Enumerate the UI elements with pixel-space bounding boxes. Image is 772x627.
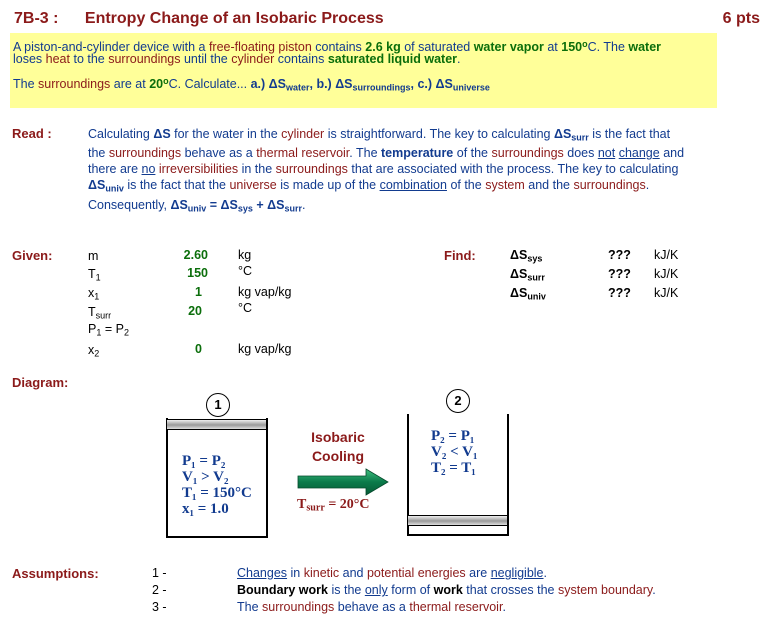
assumption-2: Boundary work is the only form of work that crosses the system boundary. bbox=[237, 583, 656, 597]
read-line-3: there are no irreversibilities in the surroundings that are associated with the process. The key to calculating bbox=[88, 162, 679, 177]
given-unit-m: kg bbox=[238, 248, 252, 262]
find-unit-dsuniv: kJ/K bbox=[654, 286, 679, 300]
given-sym-m: m bbox=[88, 249, 99, 263]
read-line-5: Consequently, $\Delta S_{univ} = \Delta S_{sys} + \Delta S_{surr}$. bbox=[88, 197, 306, 213]
given-val-x2: 0 bbox=[195, 342, 202, 356]
surroundings-temperature: $T_{surr} = 20^\circ C$ bbox=[297, 497, 370, 514]
assumptions-label: Assumptions: bbox=[12, 566, 99, 581]
problem-title: Entropy Change of an Isobaric Process bbox=[84, 10, 384, 27]
piston-2 bbox=[407, 515, 508, 526]
assumption-1-number: 1 - bbox=[152, 566, 167, 580]
find-val-dsuniv: ??? bbox=[608, 286, 631, 300]
find-unit-dssys: kJ/K bbox=[654, 248, 679, 262]
state-2-props: P₂ = P₁ V₂ < V₁ T₂ = T₁ bbox=[431, 428, 478, 476]
find-val-dssys: ??? bbox=[608, 248, 631, 262]
given-unit-x1: kg vap/kg bbox=[238, 285, 292, 299]
given-pressure-equality: $P_1 = P_2$ bbox=[88, 322, 129, 338]
given-val-m: 2.60 bbox=[183, 248, 208, 262]
assumption-3: The surroundings behave as a thermal reservoir. bbox=[237, 600, 506, 614]
problem-number: 7B-3 : bbox=[14, 10, 59, 27]
process-arrow bbox=[296, 468, 390, 496]
read-label: Read : bbox=[12, 126, 52, 141]
given-sym-tsurr: $T_{surr}$ bbox=[88, 305, 112, 321]
given-unit-t1: °C bbox=[238, 264, 253, 278]
diagram-label: Diagram: bbox=[12, 375, 69, 390]
assumption-2-number: 2 - bbox=[152, 583, 167, 597]
given-label: Given: bbox=[12, 248, 53, 263]
find-val-dssurr: ??? bbox=[608, 267, 631, 281]
given-sym-t1: $T_1$ bbox=[88, 267, 101, 283]
cylinder-state-1 bbox=[166, 418, 268, 538]
find-label: Find: bbox=[444, 248, 476, 263]
find-sym-dssurr: $\Delta S_{surr}$ bbox=[510, 267, 545, 283]
read-paragraph bbox=[88, 126, 684, 216]
read-line-1: Calculating ΔS for the water in the cylinder is straightforward. The key to calculating $\Delta S_{surr}$ is the fact that bbox=[88, 127, 671, 143]
given-sym-x1: $x_1$ bbox=[88, 286, 100, 302]
find-sym-dssys: $\Delta S_{sys}$ bbox=[510, 248, 543, 264]
cylinder-state-2 bbox=[407, 414, 509, 536]
read-line-2: the surroundings behave as a thermal reservoir. The temperature of the surroundings does not change and bbox=[88, 146, 685, 161]
given-val-t1: 150 bbox=[187, 266, 208, 280]
given-val-tsurr: 20 bbox=[188, 304, 202, 318]
problem-statement bbox=[10, 33, 717, 108]
given-val-x1: 1 bbox=[195, 285, 202, 299]
state-2-marker: 2 bbox=[446, 389, 470, 413]
problem-line-2: loses heat to the surroundings until the cylinder contains saturated liquid water. bbox=[13, 52, 461, 66]
points-label: 6 pts bbox=[722, 10, 760, 27]
problem-line-1: A piston-and-cylinder device with a free-floating piston contains 2.6 kg of saturated water vapor at 150$^o$C. The water bbox=[13, 39, 662, 55]
read-line-4: $\Delta S_{univ}$ is the fact that the universe is made up of the combination of the system and the surroundings. bbox=[88, 178, 650, 194]
problem-header bbox=[14, 10, 384, 28]
problem-line-3: The surroundings are at 20$^o$C. Calculate... a.) $\Delta S_{water}$, b.) $\Delta S_{surroundings}$, c.) $\Delta S_{universe}$ bbox=[13, 76, 490, 93]
piston-1 bbox=[166, 419, 267, 430]
find-sym-dsuniv: $\Delta S_{univ}$ bbox=[510, 286, 546, 302]
assumption-3-number: 3 - bbox=[152, 600, 167, 614]
state-1-props: P₁ = P₂ V₁ > V₂ T₁ = 150°C x₁ = 1.0 bbox=[182, 453, 252, 517]
given-unit-x2: kg vap/kg bbox=[238, 342, 292, 356]
find-unit-dssurr: kJ/K bbox=[654, 267, 679, 281]
process-label: Isobaric Cooling bbox=[311, 429, 365, 464]
assumption-1: Changes in kinetic and potential energies are negligible. bbox=[237, 566, 547, 580]
state-1-marker: 1 bbox=[206, 393, 230, 417]
given-sym-x2: $x_2$ bbox=[88, 343, 100, 359]
given-unit-tsurr: °C bbox=[238, 301, 253, 315]
